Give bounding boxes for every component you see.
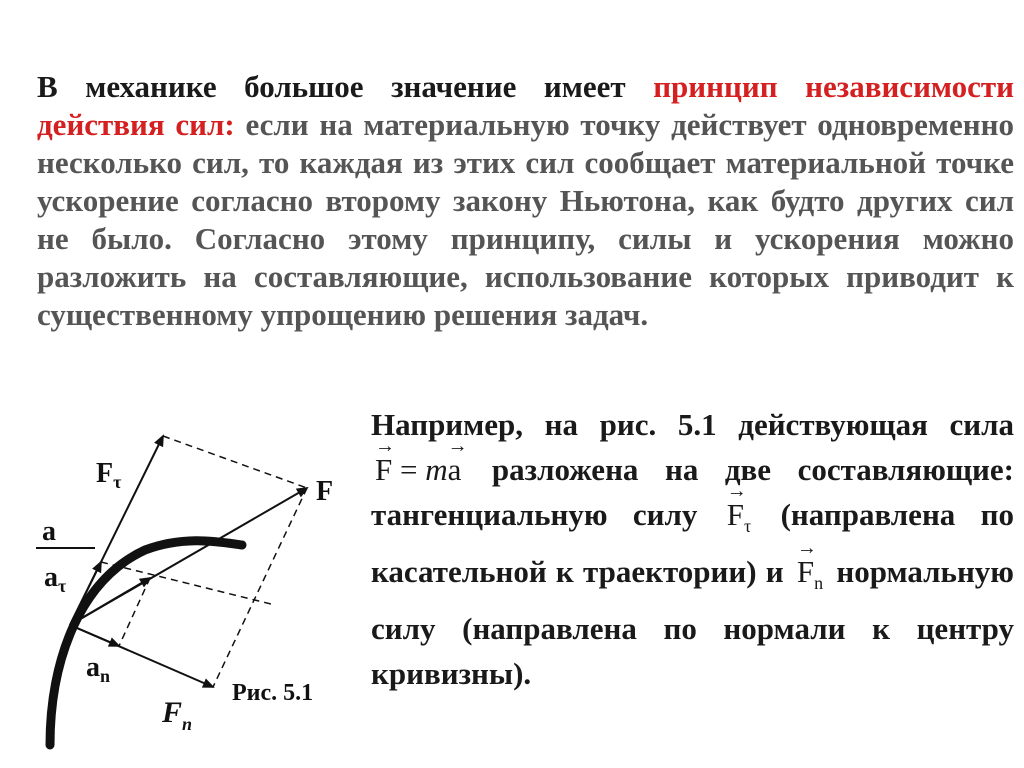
example-text-1: Например, на рис. 5.1 действующая сила: [371, 407, 1014, 442]
ftau-tip-dash: [163, 436, 307, 488]
force-vector-symbol: → F: [375, 447, 392, 492]
label-ftau: $F_\tau$: [96, 458, 122, 492]
example-text-4: нормальную силу (направлена по нормали к центру кривизны).: [371, 554, 1014, 692]
acceleration-vector-symbol: → a: [448, 447, 462, 492]
equals-sign: =: [392, 452, 426, 487]
normal-force-subscript: n: [814, 573, 824, 594]
label-an: $a_n$: [86, 652, 111, 686]
label-fn: $F_n$: [162, 696, 193, 734]
newton-formula: [375, 447, 461, 492]
trajectory-curve: [50, 541, 242, 745]
principle-paragraph: [37, 68, 1014, 334]
f-to-fn-dash: [213, 488, 307, 687]
acceleration-an-arrow: [70, 625, 119, 646]
label-atau: $a_\tau$: [44, 562, 67, 596]
figure-caption: Рис. 5.1: [232, 680, 314, 706]
example-text-3: (направлена по касательной к траектории) и: [371, 497, 1014, 590]
principle-highlight: принцип независимости действия сил:: [37, 69, 1014, 142]
normal-force-symbol: [797, 549, 823, 606]
label-a: a: [42, 516, 56, 547]
atau-tip-dash: [101, 562, 275, 605]
example-text-2: разложена на две составляющие: тангенциальную силу: [371, 452, 1014, 532]
tangential-force-symbol: [727, 492, 751, 549]
label-f: F: [316, 476, 334, 507]
intro-text: В механике большое значение имеет: [37, 69, 654, 104]
mass-symbol: m: [425, 452, 448, 487]
principle-body-text: если на материальную точку действует одновременно несколько сил, то каждая из этих сил сообщает материальной точке ускорение согласно второму закону Ньютона, как будто других сил не было. Согласно этому принципу, силы и ускорения можно разложить на составляющие, использование которых приводит к существенному упрощению решения задач.: [37, 107, 1015, 332]
tangential-force-base: → F: [727, 492, 744, 537]
example-paragraph: [371, 402, 1014, 696]
normal-force-base: → F: [797, 549, 814, 594]
force-decomposition-diagram: [0, 420, 360, 768]
tangential-force-subscript: τ: [744, 516, 752, 537]
